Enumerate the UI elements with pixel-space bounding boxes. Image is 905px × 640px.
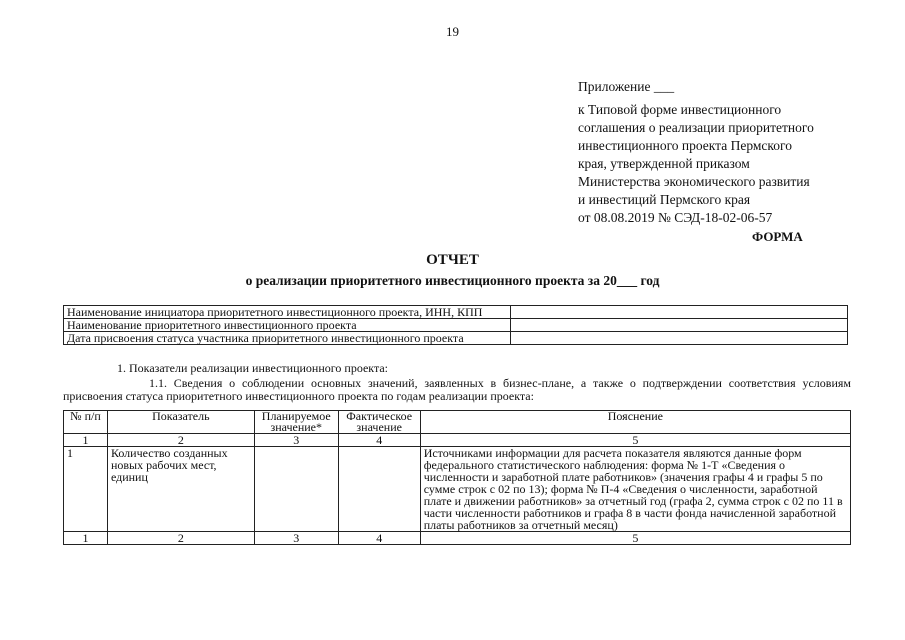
column-number: 1 <box>64 434 108 447</box>
appendix-title: Приложение ___ <box>578 79 675 94</box>
info-label: Дата присвоения статуса участника приоритетного инвестиционного проекта <box>64 332 511 345</box>
report-title: ОТЧЕТ <box>426 252 479 268</box>
column-number: 3 <box>254 532 338 545</box>
column-number: 2 <box>107 434 254 447</box>
row-number: 1 <box>64 447 108 532</box>
appendix-line: к Типовой форме инвестиционного <box>578 102 782 117</box>
indicator-name: Количество созданных новых рабочих мест, единиц <box>107 447 254 532</box>
section-1-heading: 1. Показатели реализации инвестиционного проекта: <box>117 361 389 375</box>
appendix-line: края, утвержденной приказом <box>578 156 750 171</box>
appendix-line: от 08.08.2019 № СЭД-18-02-06-57 <box>578 210 773 225</box>
info-label: Наименование инициатора приоритетного инвестиционного проекта, ИНН, КПП <box>64 306 511 319</box>
appendix-block <box>578 78 878 227</box>
column-number: 1 <box>64 532 108 545</box>
table-numbering-row <box>64 532 851 545</box>
column-number: 5 <box>420 434 850 447</box>
table-row <box>64 332 848 345</box>
table-row <box>64 447 851 532</box>
column-number: 2 <box>107 532 254 545</box>
info-label: Наименование приоритетного инвестиционного проекта <box>64 319 511 332</box>
column-number: 4 <box>338 532 420 545</box>
header-cell: Фактическое значение <box>338 411 420 434</box>
planned-value-field[interactable] <box>254 447 338 532</box>
appendix-line: и инвестиций Пермского края <box>578 192 751 207</box>
actual-value-field[interactable] <box>338 447 420 532</box>
page-number: 19 <box>446 24 459 39</box>
appendix-line: инвестиционного проекта Пермского <box>578 138 793 153</box>
appendix-line: соглашения о реализации приоритетного <box>578 120 814 135</box>
note-text: Источниками информации для расчета показателя являются данные форм федерального статистического наблюдения: форма № 1-Т «Сведения о численности и заработной плате работников» (значения графы 4 и графы 5 по сумме строк с 02 по 13); форма № П-4 «Сведения о численности, заработной плате и движении работников» за отчетный год (графа 2, сумма строк с 02 по 11 в части численности работников и графа 8 в части фонда начисленной заработной платы работников за отчетный месяц) <box>420 447 850 532</box>
report-subtitle: о реализации приоритетного инвестиционного проекта за 20___ год <box>245 273 660 288</box>
column-number: 5 <box>420 532 850 545</box>
header-cell: № п/п <box>64 411 108 434</box>
info-table <box>63 305 848 345</box>
info-value-field[interactable] <box>511 332 848 345</box>
column-number: 4 <box>338 434 420 447</box>
indicators-table <box>63 410 851 545</box>
header-cell: Планируемое значение* <box>254 411 338 434</box>
section-1-1-text: 1.1. Сведения о соблюдении основных значений, заявленных в бизнес-плане, а также о подтверждении соответствия условиям присвоения статуса приоритетного инвестиционного проекта по годам реализации проекта: <box>63 376 851 403</box>
info-value-field[interactable] <box>511 319 848 332</box>
appendix-line: Министерства экономического развития <box>578 174 810 189</box>
header-cell: Пояснение <box>420 411 850 434</box>
table-row <box>64 319 848 332</box>
table-header-row <box>64 411 851 434</box>
header-cell: Показатель <box>107 411 254 434</box>
table-row <box>64 306 848 319</box>
info-value-field[interactable] <box>511 306 848 319</box>
form-label: ФОРМА <box>752 229 803 244</box>
table-numbering-row <box>64 434 851 447</box>
column-number: 3 <box>254 434 338 447</box>
